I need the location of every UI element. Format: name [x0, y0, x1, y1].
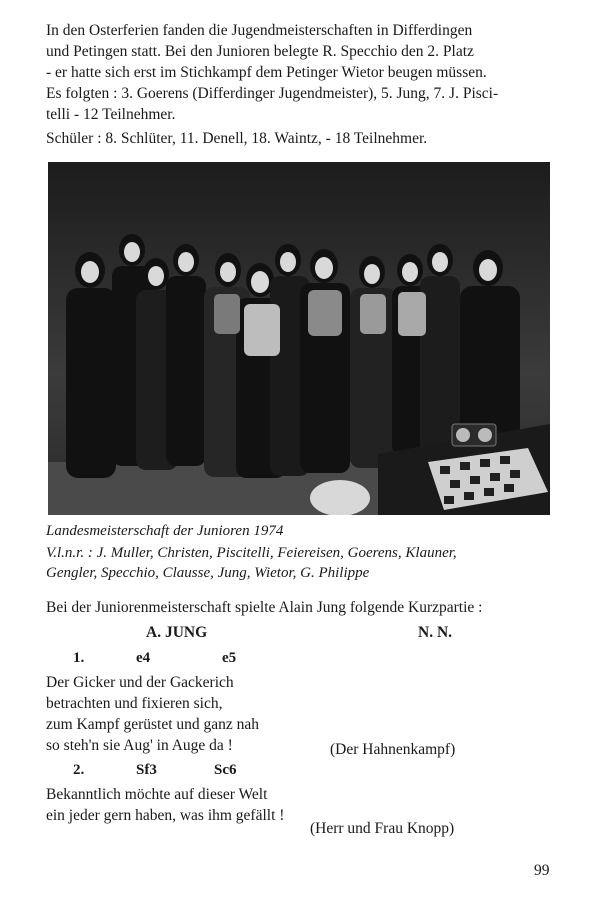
white-move: Sf3: [136, 762, 157, 778]
verse-line: betrachten und fixieren sich,: [46, 695, 223, 712]
white-player-name: A. JUNG: [146, 624, 208, 641]
verse-hahnenkampf: [46, 672, 259, 756]
verse-line: Bekanntlich möchte auf dieser Welt: [46, 786, 268, 803]
photo-caption-names: [46, 543, 556, 583]
move-number: 2.: [73, 762, 85, 778]
verse-line: zum Kampf gerüstet und ganz nah: [46, 716, 260, 733]
verse-line: Der Gicker und der Gackerich: [46, 674, 234, 691]
intro-line: und Petingen statt. Bei den Junioren belegte R. Specchio den 2. Platz: [46, 43, 474, 60]
caption-names-line: V.l.n.r. : J. Muller, Christen, Piscitelli, Feiereisen, Goerens, Klauner,: [46, 545, 457, 561]
page-number: 99: [534, 862, 550, 879]
team-photo: [48, 162, 550, 515]
intro-paragraph: [46, 20, 556, 125]
caption-names-line: Gengler, Specchio, Clausse, Jung, Wietor, G. Philippe: [46, 565, 370, 581]
verse-line: ein jeder gern haben, was ihm gefällt !: [46, 807, 285, 824]
white-move: e4: [136, 650, 151, 666]
photo-caption-title: Landesmeisterschaft der Junioren 1974: [46, 523, 284, 539]
intro-line: telli - 12 Teilnehmer.: [46, 106, 176, 123]
black-move: e5: [222, 650, 237, 666]
move-number: 1.: [73, 650, 85, 666]
intro-line: Es folgten : 3. Goerens (Differdinger Jugendmeister), 5. Jung, 7. J. Pisci-: [46, 85, 499, 102]
verse-knopp: [46, 784, 284, 826]
intro-line: - er hatte sich erst im Stichkampf dem Petinger Wietor beugen müssen.: [46, 64, 487, 81]
game-intro-line: Bei der Juniorenmeisterschaft spielte Alain Jung folgende Kurzpartie :: [46, 599, 483, 616]
black-player-name: N. N.: [418, 624, 453, 641]
black-move: Sc6: [214, 762, 237, 778]
schueler-results: Schüler : 8. Schlüter, 11. Denell, 18. Waintz, - 18 Teilnehmer.: [46, 130, 428, 147]
verse-source: (Der Hahnenkampf): [330, 741, 456, 758]
verse-line: so steh'n sie Aug' in Auge da !: [46, 737, 233, 754]
verse-source: (Herr und Frau Knopp): [310, 820, 455, 837]
intro-line: In den Osterferien fanden die Jugendmeisterschaften in Differdingen: [46, 22, 473, 39]
